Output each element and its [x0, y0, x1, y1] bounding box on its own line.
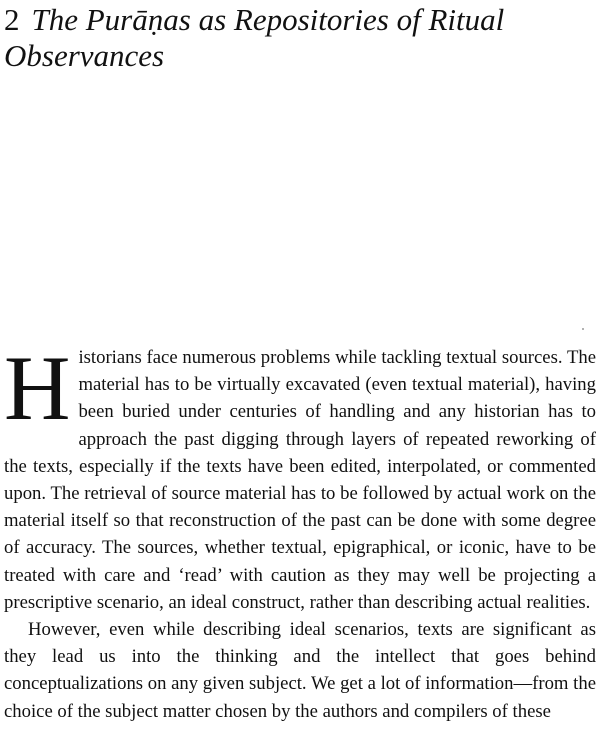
chapter-number: 2 — [4, 2, 20, 37]
paragraph-2-text: However, even while describing ideal scenarios, texts are significant as they lead us into the thinking and the intellect that goes behind conceptualizations on any given subject. We get a lot of information—from the choice of the subject matter chosen by the authors and compilers of these — [4, 619, 596, 722]
chapter-body — [4, 337, 596, 725]
chapter-title: The Purāṇas as Repositories of Ritual Observances — [4, 2, 505, 73]
paragraph-1-text: istorians face numerous problems while tackling textual sources. The material has to be virtually excavated (even textual material), having been buried under centuries of handling and any historian has to approach the past digging through layers of repeated reworking of the texts, especially if the texts have been edited, interpolated, or commented upon. The retrieval of source material has to be followed by actual work on the material itself so that reconstruction of the past can be done with some degree of accuracy. The sources, whether textual, epigraphical, or iconic, have to be treated with care and ‘read’ with caution as they may well be projecting a prescriptive scenario, an ideal construct, rather than describing actual realities. — [4, 347, 596, 613]
drop-cap: H — [4, 337, 71, 439]
paragraph-1 — [4, 337, 596, 616]
chapter-heading — [4, 2, 594, 74]
paragraph-2 — [4, 616, 596, 725]
scan-speck — [582, 328, 584, 330]
